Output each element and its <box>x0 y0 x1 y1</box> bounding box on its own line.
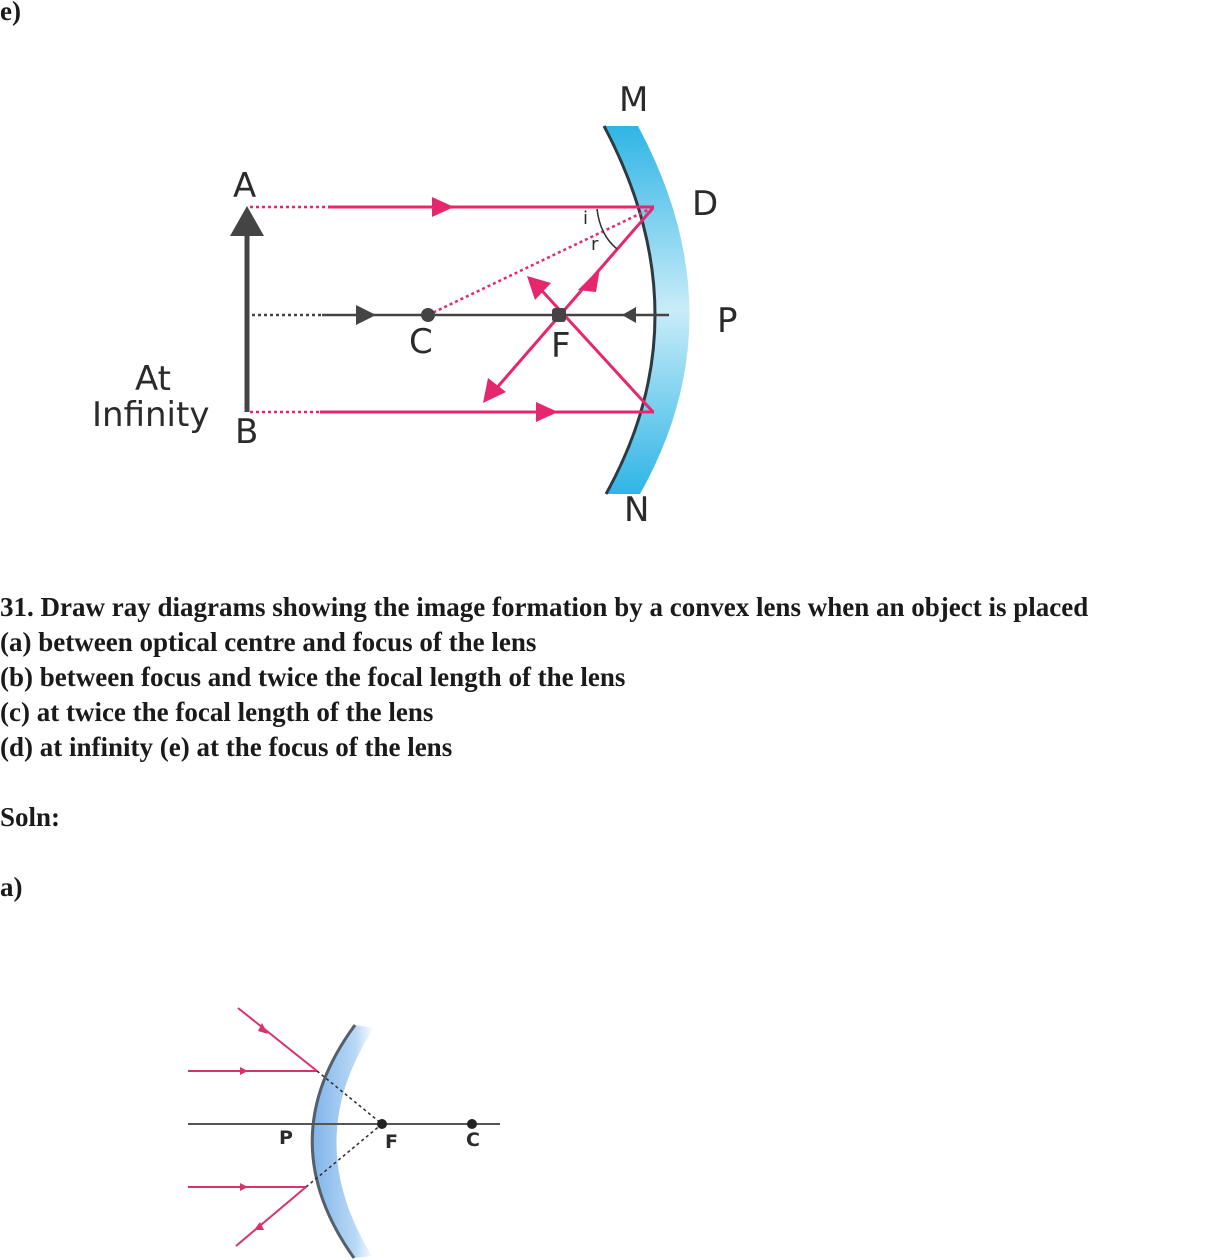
label-a: A <box>233 166 257 206</box>
label-i: i <box>583 208 589 229</box>
point-f <box>552 308 566 322</box>
reflected-ray-bottom <box>527 276 653 412</box>
label-p: P <box>717 301 738 341</box>
object-arrow-ab <box>230 206 264 412</box>
point-c <box>421 308 435 322</box>
label2-p: P <box>279 1127 293 1149</box>
incident-ray-a <box>250 197 654 217</box>
principal-axis <box>252 305 669 325</box>
solution-part-a: a) <box>0 872 23 902</box>
label-m: M <box>619 80 649 120</box>
question-option-de: (d) at infinity (e) at the focus of the lens <box>0 732 453 762</box>
label-d: D <box>692 184 719 224</box>
label-c: C <box>409 322 433 362</box>
solution-heading: Soln: <box>0 802 61 832</box>
label2-c: C <box>466 1129 480 1151</box>
question-option-c: (c) at twice the focal length of the lens <box>0 697 434 727</box>
section-e-heading: e) <box>0 0 21 26</box>
label-b: B <box>235 412 259 452</box>
mirror-mn <box>604 126 690 494</box>
label-n: N <box>624 490 650 530</box>
label-r: r <box>591 234 599 255</box>
question-title: 31. Draw ray diagrams showing the image formation by a convex lens when an object is placed <box>0 592 1089 622</box>
incident-ray-b <box>250 402 654 422</box>
label-infinity: Infinity <box>92 395 210 435</box>
question-option-a: (a) between optical centre and focus of the lens <box>0 627 537 657</box>
convex-mirror-ray-diagram <box>188 1008 500 1258</box>
question-option-b: (b) between focus and twice the focal length of the lens <box>0 662 626 692</box>
label-at: At <box>135 359 171 399</box>
label-f: F <box>551 326 571 366</box>
normal-line-dc <box>428 208 652 315</box>
label2-f: F <box>385 1131 398 1153</box>
reflected-ray-d <box>483 208 653 403</box>
